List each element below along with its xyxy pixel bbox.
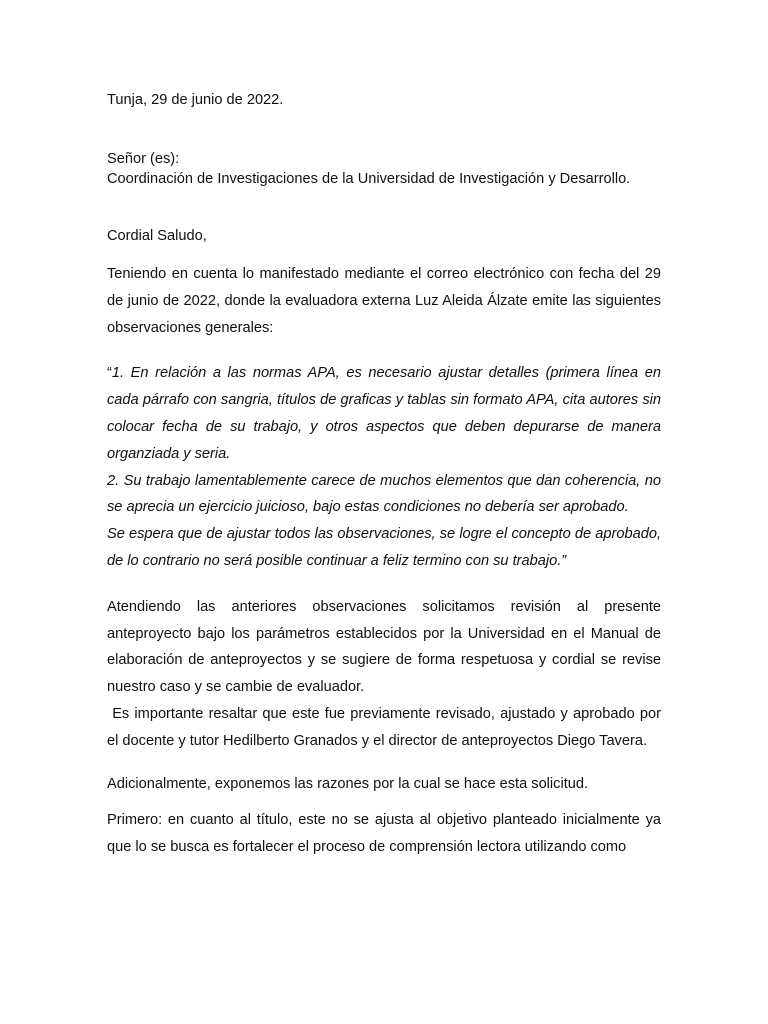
letter-page (107, 90, 666, 861)
quoted-observations (107, 360, 661, 574)
quote-open-mark: “ (107, 365, 112, 382)
quote-item-2: 2. Su trabajo lamentablemente carece de muchos elementos que dan coherencia, no se aprecia un ejercicio juicioso, bajo estas condiciones no debería ser aprobado. (107, 472, 661, 516)
request-paragraph-1: Atendiendo las anteriores observaciones solicitamos revisión al presente anteproyecto bajo los parámetros establecidos por la Universidad en el Manual de elaboración de anteproyectos y se sugiere de forma respetuosa y cordial se revise nuestro caso y se cambie de evaluador. (107, 598, 661, 696)
letter-date: Tunja, 29 de junio de 2022. (107, 92, 284, 108)
first-reason-paragraph: Primero: en cuanto al título, este no se ajusta al objetivo planteado inicialmente ya que lo se busca es fortalecer el proceso de comprensión lectora utilizando como (107, 812, 661, 856)
additional-paragraph: Adicionalmente, exponemos las razones por la cual se hace esta solicitud. (107, 775, 589, 792)
recipient-block (107, 149, 661, 189)
quote-item-1: 1. En relación a las normas APA, es necesario ajustar detalles (primera línea en cada párrafo con sangria, títulos de graficas y tablas sin formato APA, cita autores sin colocar fecha de su trabajo, y otros aspectos que deben depurarse de manera organziada y seria. (107, 365, 661, 462)
greeting: Cordial Saludo, (107, 228, 207, 244)
quote-item-3: Se espera que de ajustar todos las observaciones, se logre el concepto de aprobado, de lo contrario no será posible continuar a feliz termino con su trabajo.” (107, 526, 661, 569)
request-paragraph-2: Es importante resaltar que este fue previamente revisado, ajustado y aprobado por el docente y tutor Hedilberto Granados y el director de anteproyectos Diego Tavera. (107, 705, 666, 749)
recipient-name: Coordinación de Investigaciones de la Universidad de Investigación y Desarrollo. (107, 171, 631, 187)
request-block (107, 594, 666, 755)
recipient-salutation: Señor (es): (107, 151, 180, 167)
intro-paragraph: Teniendo en cuenta lo manifestado mediante el correo electrónico con fecha del 29 de junio de 2022, donde la evaluadora externa Luz Aleida Álzate emite las siguientes observaciones generales: (107, 266, 661, 336)
